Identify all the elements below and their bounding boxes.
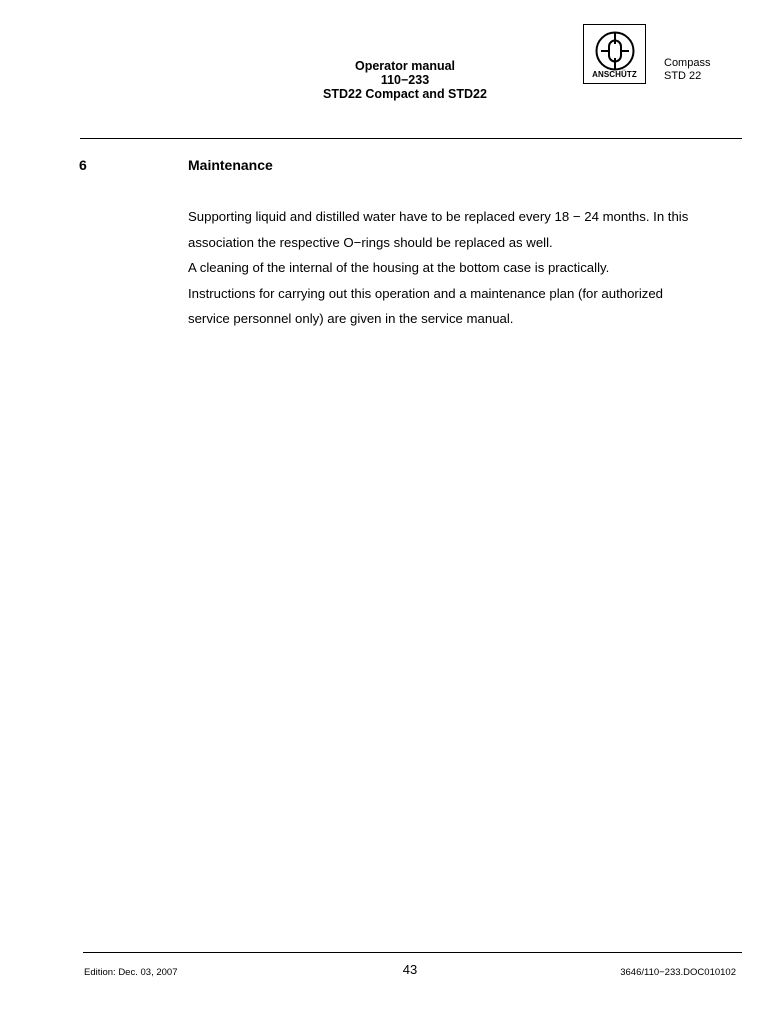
body-line-5: service personnel only) are given in the service manual. — [188, 311, 514, 326]
anschuetz-logo — [583, 24, 646, 84]
footer-page-number: 43 — [402, 962, 418, 977]
body-line-4: Instructions for carrying out this operation and a maintenance plan (for authorized — [188, 285, 664, 301]
logo-wordmark: ANSCHÜTZ — [592, 70, 637, 79]
header-title-line3: STD22 Compact and STD22 — [323, 87, 487, 101]
header-product-label — [664, 57, 710, 83]
document-header — [290, 59, 520, 101]
header-right-line1: Compass — [664, 57, 711, 69]
header-title-line1: Operator manual — [354, 59, 456, 73]
body-line-2: association the respective O−rings should be replaced as well. — [188, 234, 553, 250]
section-body — [188, 204, 748, 332]
header-right-line2: STD 22 — [664, 70, 702, 82]
header-divider — [80, 138, 742, 139]
section-title: Maintenance — [188, 157, 273, 173]
body-line-3: A cleaning of the internal of the housing at the bottom case is practically. — [188, 260, 610, 275]
body-line-1: Supporting liquid and distilled water have to be replaced every 18 − 24 months. In this — [188, 209, 689, 224]
section-number: 6 — [79, 157, 87, 173]
compass-logo-icon — [595, 31, 635, 71]
header-title-line2: 110−233 — [380, 73, 430, 87]
footer-document-id: 3646/110−233.DOC010102 — [620, 967, 736, 978]
footer-edition: Edition: Dec. 03, 2007 — [84, 967, 178, 978]
footer-divider — [83, 952, 742, 953]
